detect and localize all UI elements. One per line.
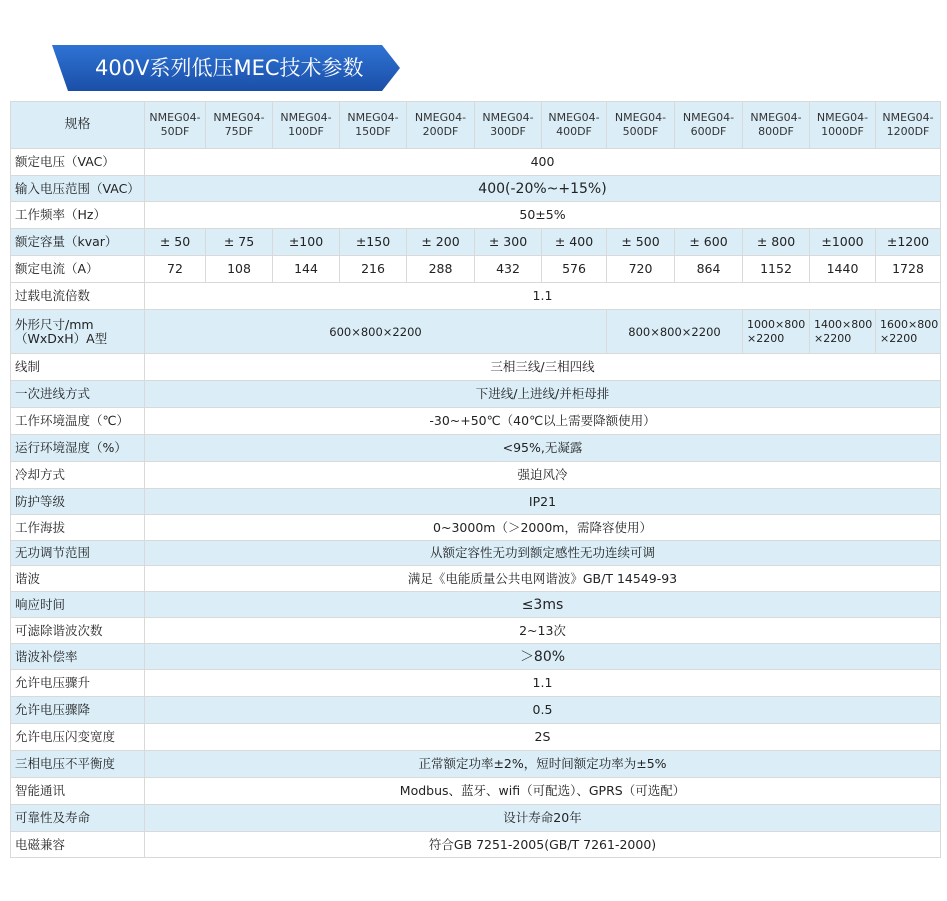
row-value: 设计寿命20年: [145, 805, 941, 832]
row-value: 符合GB 7251-2005(GB/T 7261-2000): [145, 832, 941, 858]
dimension-value: 600×800×2200: [145, 310, 607, 354]
current-cell: 216: [340, 256, 407, 283]
table-row: [11, 644, 941, 670]
dimension-label-line1: 外形尺寸/mm: [15, 316, 94, 332]
model-cell: NMEG04- 300DF: [475, 102, 542, 149]
model-cell: NMEG04- 800DF: [743, 102, 810, 149]
current-cell: 1440: [810, 256, 876, 283]
capacity-cell: ±100: [273, 229, 340, 256]
row-label: 输入电压范围（VAC）: [11, 176, 145, 202]
table-row: [11, 176, 941, 202]
row-value: 1.1: [145, 283, 941, 310]
model-cell: NMEG04- 1000DF: [810, 102, 876, 149]
row-label: 可靠性及寿命: [11, 805, 145, 832]
capacity-cell: ± 300: [475, 229, 542, 256]
row-label: 额定电流（A）: [11, 256, 145, 283]
row-label: 三相电压不平衡度: [11, 751, 145, 778]
current-cell: 864: [675, 256, 743, 283]
row-value: -30~+50℃（40℃以上需要降额使用）: [145, 408, 941, 435]
table-row: [11, 462, 941, 489]
row-value: 0~3000m（＞2000m，需降容使用）: [145, 515, 941, 541]
row-label: 线制: [11, 354, 145, 381]
spec-header-label: 规格: [11, 102, 145, 149]
row-label: 额定容量（kvar）: [11, 229, 145, 256]
row-label: 谐波: [11, 566, 145, 592]
row-label: 可滤除谐波次数: [11, 618, 145, 644]
row-value: 2~13次: [145, 618, 941, 644]
table-row: [11, 381, 941, 408]
row-value: 400: [145, 149, 941, 176]
row-label: 允许电压骤降: [11, 697, 145, 724]
model-cell: NMEG04- 100DF: [273, 102, 340, 149]
capacity-cell: ±1000: [810, 229, 876, 256]
row-value: IP21: [145, 489, 941, 515]
capacity-cell: ±150: [340, 229, 407, 256]
row-value: ≤3ms: [145, 592, 941, 618]
dimension-value: 1600×800 ×2200: [876, 310, 941, 354]
model-cell: NMEG04- 200DF: [407, 102, 475, 149]
model-cell: NMEG04- 500DF: [607, 102, 675, 149]
model-cell: NMEG04- 75DF: [206, 102, 273, 149]
capacity-cell: ± 600: [675, 229, 743, 256]
row-value: 400(-20%~+15%): [145, 176, 941, 202]
table-row: [11, 697, 941, 724]
table-row: [11, 618, 941, 644]
row-label: 电磁兼容: [11, 832, 145, 858]
table-row: [11, 515, 941, 541]
row-value: 下进线/上进线/并柜母排: [145, 381, 941, 408]
model-cell: NMEG04- 600DF: [675, 102, 743, 149]
current-cell: 576: [542, 256, 607, 283]
dimension-label-line2: （WxDxH）A型: [15, 330, 108, 346]
row-value: 强迫风冷: [145, 462, 941, 489]
capacity-cell: ± 50: [145, 229, 206, 256]
table-row: [11, 354, 941, 381]
current-cell: 288: [407, 256, 475, 283]
dimension-value: 1400×800 ×2200: [810, 310, 876, 354]
row-value: 从额定容性无功到额定感性无功连续可调: [145, 541, 941, 566]
row-label: 额定电压（VAC）: [11, 149, 145, 176]
row-value: <95%,无凝露: [145, 435, 941, 462]
table-row: [11, 670, 941, 697]
row-label: 防护等级: [11, 489, 145, 515]
header-row: [11, 102, 941, 149]
row-label: 谐波补偿率: [11, 644, 145, 670]
model-cell: NMEG04- 50DF: [145, 102, 206, 149]
table-row: [11, 283, 941, 310]
table-row: [11, 489, 941, 515]
spec-table: [10, 101, 941, 858]
row-value: 0.5: [145, 697, 941, 724]
table-row: [11, 408, 941, 435]
capacity-cell: ± 500: [607, 229, 675, 256]
capacity-cell: ± 75: [206, 229, 273, 256]
table-row: [11, 778, 941, 805]
row-value: Modbus、蓝牙、wifi（可配选）、GPRS（可选配）: [145, 778, 941, 805]
capacity-cell: ± 200: [407, 229, 475, 256]
table-row: [11, 592, 941, 618]
model-cell: NMEG04- 150DF: [340, 102, 407, 149]
row-label: [11, 310, 145, 354]
row-value: 1.1: [145, 670, 941, 697]
row-value: 50±5%: [145, 202, 941, 229]
title-banner: [0, 40, 947, 96]
row-label: 过载电流倍数: [11, 283, 145, 310]
capacity-cell: ± 400: [542, 229, 607, 256]
row-label: 无功调节范围: [11, 541, 145, 566]
row-label: 运行环境湿度（%）: [11, 435, 145, 462]
table-row: [11, 724, 941, 751]
row-label: 冷却方式: [11, 462, 145, 489]
table-row: [11, 566, 941, 592]
table-row: [11, 310, 941, 354]
dimension-value: 800×800×2200: [607, 310, 743, 354]
table-row: [11, 256, 941, 283]
current-cell: 1152: [743, 256, 810, 283]
table-row: [11, 202, 941, 229]
current-cell: 720: [607, 256, 675, 283]
row-label: 工作频率（Hz）: [11, 202, 145, 229]
row-label: 响应时间: [11, 592, 145, 618]
table-row: [11, 751, 941, 778]
current-cell: 1728: [876, 256, 941, 283]
current-cell: 72: [145, 256, 206, 283]
model-cell: NMEG04- 400DF: [542, 102, 607, 149]
current-cell: 144: [273, 256, 340, 283]
table-row: [11, 832, 941, 858]
table-row: [11, 435, 941, 462]
current-cell: 432: [475, 256, 542, 283]
capacity-cell: ±1200: [876, 229, 941, 256]
row-value: 满足《电能质量公共电网谐波》GB/T 14549-93: [145, 566, 941, 592]
table-row: [11, 229, 941, 256]
row-value: 三相三线/三相四线: [145, 354, 941, 381]
row-value: ＞80%: [145, 644, 941, 670]
capacity-cell: ± 800: [743, 229, 810, 256]
row-label: 工作海拔: [11, 515, 145, 541]
row-label: 允许电压骤升: [11, 670, 145, 697]
table-row: [11, 149, 941, 176]
table-row: [11, 805, 941, 832]
table-row: [11, 541, 941, 566]
dimension-value: 1000×800 ×2200: [743, 310, 810, 354]
row-label: 工作环境温度（℃）: [11, 408, 145, 435]
row-value: 2S: [145, 724, 941, 751]
current-cell: 108: [206, 256, 273, 283]
row-value: 正常额定功率±2%，短时间额定功率为±5%: [145, 751, 941, 778]
row-label: 智能通讯: [11, 778, 145, 805]
row-label: 一次进线方式: [11, 381, 145, 408]
model-cell: NMEG04- 1200DF: [876, 102, 941, 149]
banner-title: 400V系列低压MEC技术参数: [95, 56, 364, 80]
row-label: 允许电压闪变宽度: [11, 724, 145, 751]
